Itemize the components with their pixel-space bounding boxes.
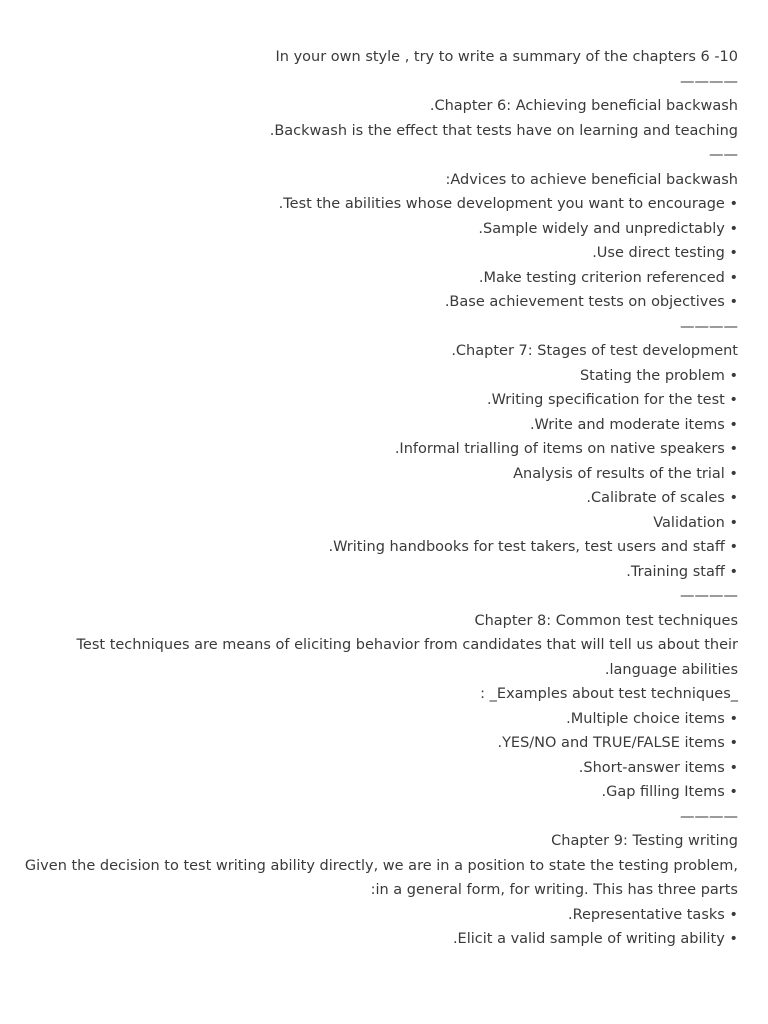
separator: ————: [680, 588, 738, 604]
list-item: .Make testing criterion referenced •: [478, 269, 738, 286]
chapter-6-heading: .Chapter 6: Achieving beneficial backwash: [429, 98, 738, 114]
list-item: .Base achievement tests on objectives •: [444, 294, 738, 310]
chapter-6-advice-heading: :Advices to achieve beneficial backwash: [445, 171, 738, 188]
separator: ————: [680, 808, 738, 825]
document-body: [24, 45, 738, 952]
list-item: .YES/NO and TRUE/FALSE items •: [497, 735, 738, 751]
separator: ——: [709, 147, 738, 163]
chapter-8-examples-heading: : _Examples about test techniques_: [480, 686, 738, 702]
chapter-9-heading: Chapter 9: Testing writing: [551, 833, 738, 849]
list-item: .Multiple choice items •: [566, 710, 738, 727]
list-item: Stating the problem •: [579, 367, 738, 384]
list-item: .Elicit a valid sample of writing ability •: [452, 931, 738, 947]
chapter-8-definition: Test techniques are means of eliciting behavior from candidates that will tell us about their .language abilities: [76, 637, 738, 678]
instruction-line: In your own style , try to write a summary of the chapters 6 -10: [275, 49, 738, 65]
separator: ————: [680, 318, 738, 335]
separator: ————: [680, 73, 738, 90]
chapter-6-definition: .Backwash is the effect that tests have on learning and teaching: [269, 122, 738, 139]
list-item: .Test the abilities whose development you want to encourage •: [278, 196, 738, 212]
list-item: Validation •: [653, 514, 738, 531]
list-item: .Write and moderate items •: [529, 416, 738, 433]
list-item: .Representative tasks •: [567, 906, 738, 923]
list-item: .Short-answer items •: [578, 759, 738, 776]
list-item: .Gap filling Items •: [601, 784, 738, 800]
list-item: .Calibrate of scales •: [586, 490, 738, 506]
list-item: .Writing handbooks for test takers, test users and staff •: [328, 539, 738, 555]
chapter-7-heading: .Chapter 7: Stages of test development: [451, 343, 738, 359]
list-item: .Informal trialling of items on native speakers •: [394, 441, 738, 457]
chapter-9-intro: Given the decision to test writing ability directly, we are in a position to state the testing problem, :in a general form, for writing. This has three parts: [24, 857, 738, 898]
chapter-8-heading: Chapter 8: Common test techniques: [474, 612, 738, 629]
list-item: .Writing specification for the test •: [486, 392, 738, 408]
list-item: .Training staff •: [626, 563, 738, 580]
list-item: .Use direct testing •: [592, 245, 738, 261]
list-item: Analysis of results of the trial •: [513, 465, 738, 482]
list-item: .Sample widely and unpredictably •: [478, 220, 738, 237]
